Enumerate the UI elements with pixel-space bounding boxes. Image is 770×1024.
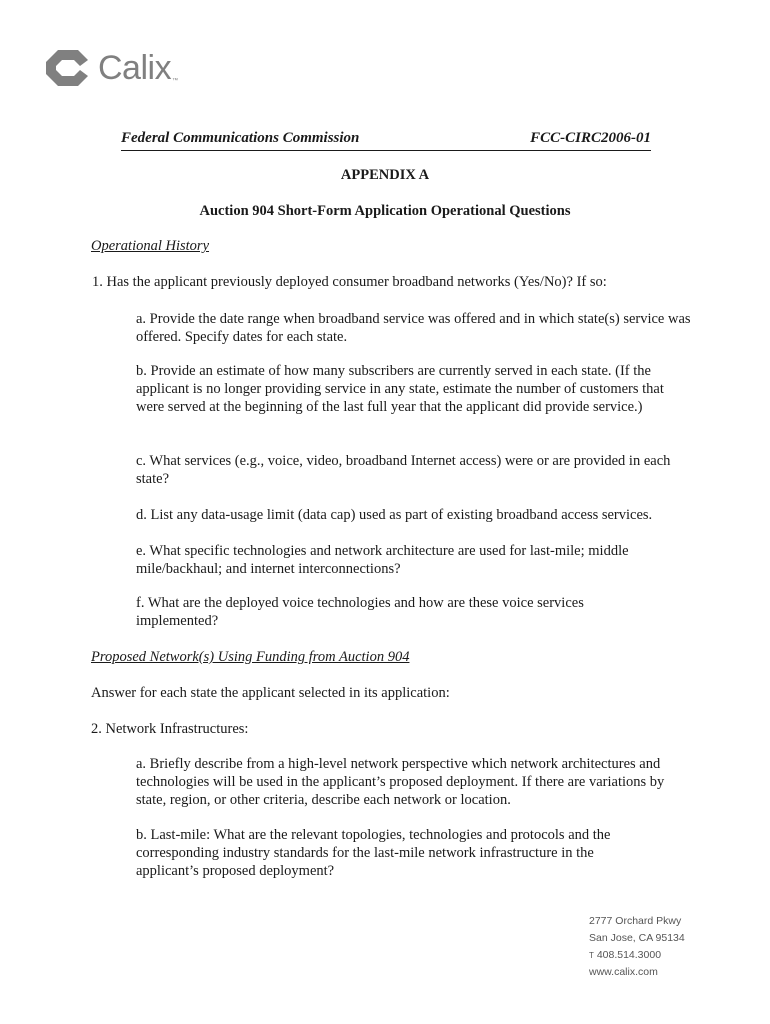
document-subtitle: Auction 904 Short-Form Application Operational Questions — [199, 203, 571, 219]
section-instruction: Answer for each state the applicant selected in its application: — [91, 685, 450, 701]
question-2: 2. Network Infrastructures: — [91, 721, 249, 737]
calix-logo-icon — [44, 44, 94, 92]
trademark-symbol: ™ — [172, 78, 179, 84]
question-1d: d. List any data-usage limit (data cap) used as part of existing broadband access services. — [136, 507, 653, 523]
question-2a: a. Briefly describe from a high-level network perspective which network architectures and technologies will be used in the applicant’s proposed deployment. If there are variations by state, region, or other criteria, describe each network or location. — [136, 756, 665, 808]
question-1: 1. Has the applicant previously deployed consumer broadband networks (Yes/No)? If so: — [92, 274, 607, 290]
address-street: 2777 Orchard Pkwy — [589, 915, 682, 927]
appendix-title: APPENDIX A — [340, 167, 430, 183]
section-heading-operational-history: Operational History — [91, 238, 210, 254]
header-agency: Federal Communications Commission — [121, 130, 360, 146]
address-website: www.calix.com — [589, 966, 658, 978]
company-address — [589, 913, 685, 981]
address-phone-line — [589, 947, 685, 964]
question-1c: c. What services (e.g., voice, video, broadband Internet access) were or are provided in each state? — [136, 453, 671, 487]
document-header — [121, 130, 651, 151]
header-circular-id: FCC-CIRC2006-01 — [530, 130, 651, 146]
address-phone: 408.514.3000 — [596, 949, 662, 961]
calix-logo — [44, 44, 178, 92]
address-city: San Jose, CA 95134 — [589, 932, 685, 944]
question-1a: a. Provide the date range when broadband service was offered and in which state(s) service was offered. Specify dates for each state. — [136, 311, 691, 345]
question-1e: e. What specific technologies and network architecture are used for last-mile; middle mile/backhaul; and internet interconnections? — [136, 543, 629, 577]
calix-logo-text: Calix — [98, 48, 172, 87]
question-2b: b. Last-mile: What are the relevant topologies, technologies and protocols and the corresponding industry standards for the last-mile network infrastructure in the applicant’s proposed deployment? — [136, 827, 611, 879]
phone-prefix: T — [589, 951, 594, 960]
question-1b: b. Provide an estimate of how many subscribers are currently served in each state. (If the applicant is no longer providing service in any state, estimate the number of customers that were served at the beginning of the last full year that the applicant did provide service.) — [136, 363, 664, 415]
section-heading-proposed-networks: Proposed Network(s) Using Funding from Auction 904 — [91, 649, 410, 665]
question-1f: f. What are the deployed voice technologies and how are these voice services implemented? — [136, 595, 584, 629]
